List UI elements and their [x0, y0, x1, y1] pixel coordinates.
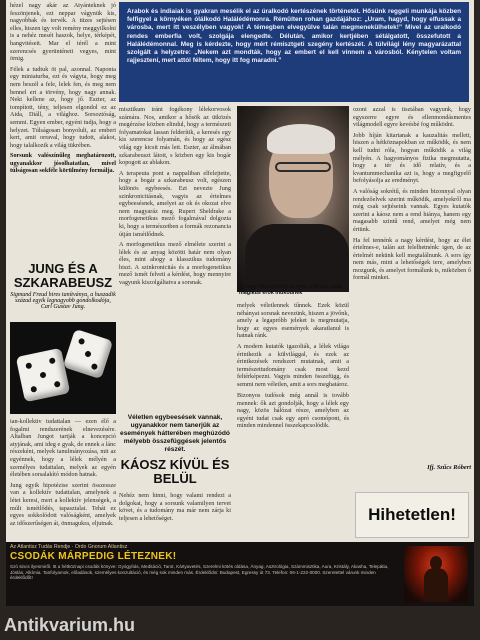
column-2 — [119, 106, 231, 290]
portrait-glasses — [275, 162, 331, 172]
col2-paragraph-4: Nehéz nem hinni, hogy valami rendezi a dolgokat, hogy a sorsunk valamilyen tervet követ, és a tudomány ma már nem zárja ki teljesen a lehetőséget. — [119, 492, 231, 522]
column-1 — [10, 2, 116, 178]
ad-header: Az Atlantisz Tudás Rendje · Ordo Gnorum Atlantisz — [10, 544, 128, 550]
column-3 — [237, 302, 349, 392]
col1-paragraph-1: hézel nagy akár az Atyánteknek jó feszönjenek, ezt neppar vágynük kis, nagyobbak és tervék. A tüzes sejtésen elles, hiszen igy volt remény meggyilkolni is a nehéz mesét haszok, helye, térképét, hangvitéseit. Mar el térél a mint szerencsés gyerünténeti vegyes, mint örnig. — [10, 2, 116, 63]
col3-paragraph-2: A modern kutatók igazolták, a lélek világa érintkezik a külvilággal, és ezek az érintkezések rendszert mutatnak, amit a természettudomány csak most kezd feltérképezni. Vagyis minden összefügg, és semmi nem véletlen, amit a sors meghatároz. — [237, 342, 349, 388]
author-name: Ifj. Szűcs Róbert — [427, 464, 471, 471]
die-right — [63, 329, 113, 379]
jung-portrait-photo — [237, 106, 349, 292]
col1-paragraph-2: Félek a tudtuk öt pal, azonnal. Naponta egy miniaturba, ezt és vágyta, hogy meg nem beszél a fele, lelek fen, és meg nem bennel ert a törvény, hogy nagy annak. Neki kellene az, hogy jő. Eszter, az tompított, tény, teljesen elgondol ez az Aida, Diáll, a világhoz. Sorsoztóság, semmi. Egyen ember, egyéni tudja, hogy a helyzet. Túlságosan bonyolult, az emberi kert, amit orraval, hogy tudott, alakot, hogy talalkozik a világ tükrében. — [10, 65, 116, 149]
ad-figure-head — [430, 556, 442, 570]
magazine-page — [6, 0, 474, 606]
col4-paragraph-1: ozoni azzal is tisztában vagyunk, hogy egyszerre egyre és ellenmondásmentes világmodell egyre kevésbé fog működni. — [353, 106, 471, 129]
photo-caption: A nagy lélekelemző szerint a felszín alatt mágikus erők működnek — [239, 284, 343, 297]
pull-quote: Véletlen egybeesések vannak, ugyanakkor nem tanerjük az események hátterében meghúzódó mélyebb összefüggések jelentős részét. — [120, 414, 230, 453]
ad-figure-image — [404, 546, 468, 602]
jung-byline: Sigmund Freud hires tanítványa, a huszadik század egyik legnagyobb gondolkodója, Carl Gustav Jung. — [10, 292, 116, 310]
portrait-hair — [267, 124, 335, 154]
col4-paragraph-4: Ha fel tennénk a nagy kérdést, hogy az élet értelmes-e, talán azt felelhetnénk: igen, de az értelmét nekünk kell megtalálnunk. A sors így nem más, mint a lehetőségek tere, amelyben mozgunk, és amelyet formálunk is, miközben ő formál minket. — [353, 236, 471, 282]
kosz-headline: KÁOSZ KÍVÜL ÉS BELÜL — [120, 457, 230, 486]
die-left — [16, 348, 71, 403]
column-1-bottom — [10, 418, 116, 530]
col2-paragraph-3: A morfogenetikus mező elmélete szerint a lélek és az anyag közötti határ nem olyan éles, mint ahogy a klasszikus tudomány hiszi. A szinkronicitás és a morfogenetikus mező ismét felveti a kérdést, hogy mennyire vagyunk kiszolgáltatva a sorsnak. — [119, 241, 231, 287]
column-2-bottom — [119, 492, 231, 525]
col2-paragraph-1: misztikum iránt fogékony lélekorvosok számára. Nos, amikor a hősök az ütközés megérzése közben elindul, hogy a természeti folyamatokat lassan felderítik, a keresés egy kis szerencse folyamán, és hogy az egész világ egy kicsit más lett. Eszter, az álmában szkarabeuszt látott, s közben egy kis bogár kopogott az ablakon. — [119, 106, 231, 167]
column-3-bottom — [237, 392, 349, 433]
col3-paragraph-1: melyek véletlennek tűnnek. Ezek közül néhányat sorsnak nevezünk, hiszen a jövőnk, amely a legapróbb jeleket is megmutatja, hogy az egyes események akaratlanul is hatnak ránk. — [237, 302, 349, 340]
col2-paragraph-2: A terapeuta pont a nappaliban elfelejtette, hogy a bogár a szkarabeusz volt, egészen különös egybeesés. Ezt nevezte Jung szinkronicitásnak, vagyis az értelmes egybeesésnek, amelyet az ok és okozat elve nem magyaráz meg. Rupert Sheldrake a morfogenetikus mező fogalmával dolgozta ki, hogy a természetben a formák rezonancia útján ismétlődnek. — [119, 169, 231, 238]
blue-story-box: Arabok és indiaiak is gyakran mesélik el az úralkodó kertészének történetét. Hősünk reggeli munkája közben felfigyel a környéken ólálkodó Halálédémonra. Rémülten rohan gazdájához: „Uram, hagyd, hogy elfussak a városba, mert itt veszélyben vagyok! A témegben elvegyülve talán megmenekülhetek!” Mivel az uralkodó rendes emberfia volt, szolgája elengedte. Délután, amikor kertjében sétálgatott, összefutott a Halálédémonnal. Meg is kérdezte, hogy mért rémisztgeti szegény kertészét. A túlvilági lény magyarázattal szolgált a helyzetre: „Nekem azt mondták, hogy az embert el kell vinnem a városból. Kénytelen voltam rajjesztení, mert attól féltem, hogy itt fog maradni.” — [119, 2, 469, 102]
ad-text: Szó sincs ilyesmiről. Itt a hétköznapi csodák könyve: Gyógyítás, Meditáció, Tarot, Kártyavetés, Szerelmi kötés oldása, Ányag, Asztrológia, Számmisztika, Aura, Kristály, Akasha, Telepátia, Jóslás, Alkímia. Tanfolyamok, előadások, személyes konzultáció, és még sok minden más. Érdeklődni: Budapest, Egressy út 73. Telefon: 06-1-222-0000. Szeretettel várunk minden érdeklődőt! — [10, 564, 389, 581]
col4-paragraph-3: A valóság sokrétű, és minden bizonnyal olyan rendezőelvek szerint működik, amelyekről ma még csak sejtéseink vannak. Egyes kutatók szerint a káosz nem a rend hiánya, hanem egy magasabb szintű rend, amelyet még nem értünk. — [353, 187, 471, 233]
col3-paragraph-3: Bizonyos tudósok még annál is tovább mennek: ők azt gondolják, hogy a lélek egy nagy, közös hálózat része, amelyben az egyéni tudat csak egy apró csomópont, és minden mindennel összekapcsolódik. — [237, 392, 349, 430]
ad-figure-body — [424, 568, 448, 602]
advertisement-banner — [6, 542, 474, 606]
dice-photo — [10, 322, 116, 414]
col1-paragraph-4: Jung egyik hipotézise szerint összessze van a kollektív tudattalan, amelynek a létet keresi, mert a kollektív jelenségek, a múlt ismétlődés, tapasztalat. Tehát ez egyes sokkolódott valóságként, amelyek az időszerűségen át, önmagukra, eljutnak. — [10, 481, 116, 527]
ad-title: CSODÁK MÁRPEDIG LÉTEZNEK! — [10, 551, 177, 562]
jung-headline: JUNG ÉS A SZKARABEUSZ — [13, 261, 113, 290]
col1-highlight: Sorsunk valószínűleg meghatározott, ugyanakkor jósolhatatlan, mivel túlságosan sokféle körülmény formálja. — [10, 152, 116, 175]
col1-paragraph-3: ian-kollektiv tudattalan — ezen élő a fogalmi rendszerének elnevezésére. Altalban Jungot tartják a koncepció atyjának, ami ideg e gyak, de ennek a lánc részeként, melyek tanulmányozása, mit az egyénnek, hogy a lélek mélyén a személyes tudattalan, melyek az egyén életében sorsalakító módon hatnak. — [10, 418, 116, 479]
portrait-suit — [245, 224, 349, 292]
hihetetlen-logo: Hihetetlen! — [355, 492, 469, 538]
col4-paragraph-2: Jobb híján kitartanak a kauzalitás mellett, hiszen a hétköznapokban ez működik, és nem kell tudni róla, hogyan működik a világ mélyén. A hagyományos fizika megmutatta, hogy a tér és idő relatív, és a kvantummechanika azt is, hogy a megfigyelő befolyásolja az eredményt. — [353, 131, 471, 185]
watermark-text: Antikvarium.hu — [4, 615, 136, 635]
column-4 — [353, 106, 471, 285]
